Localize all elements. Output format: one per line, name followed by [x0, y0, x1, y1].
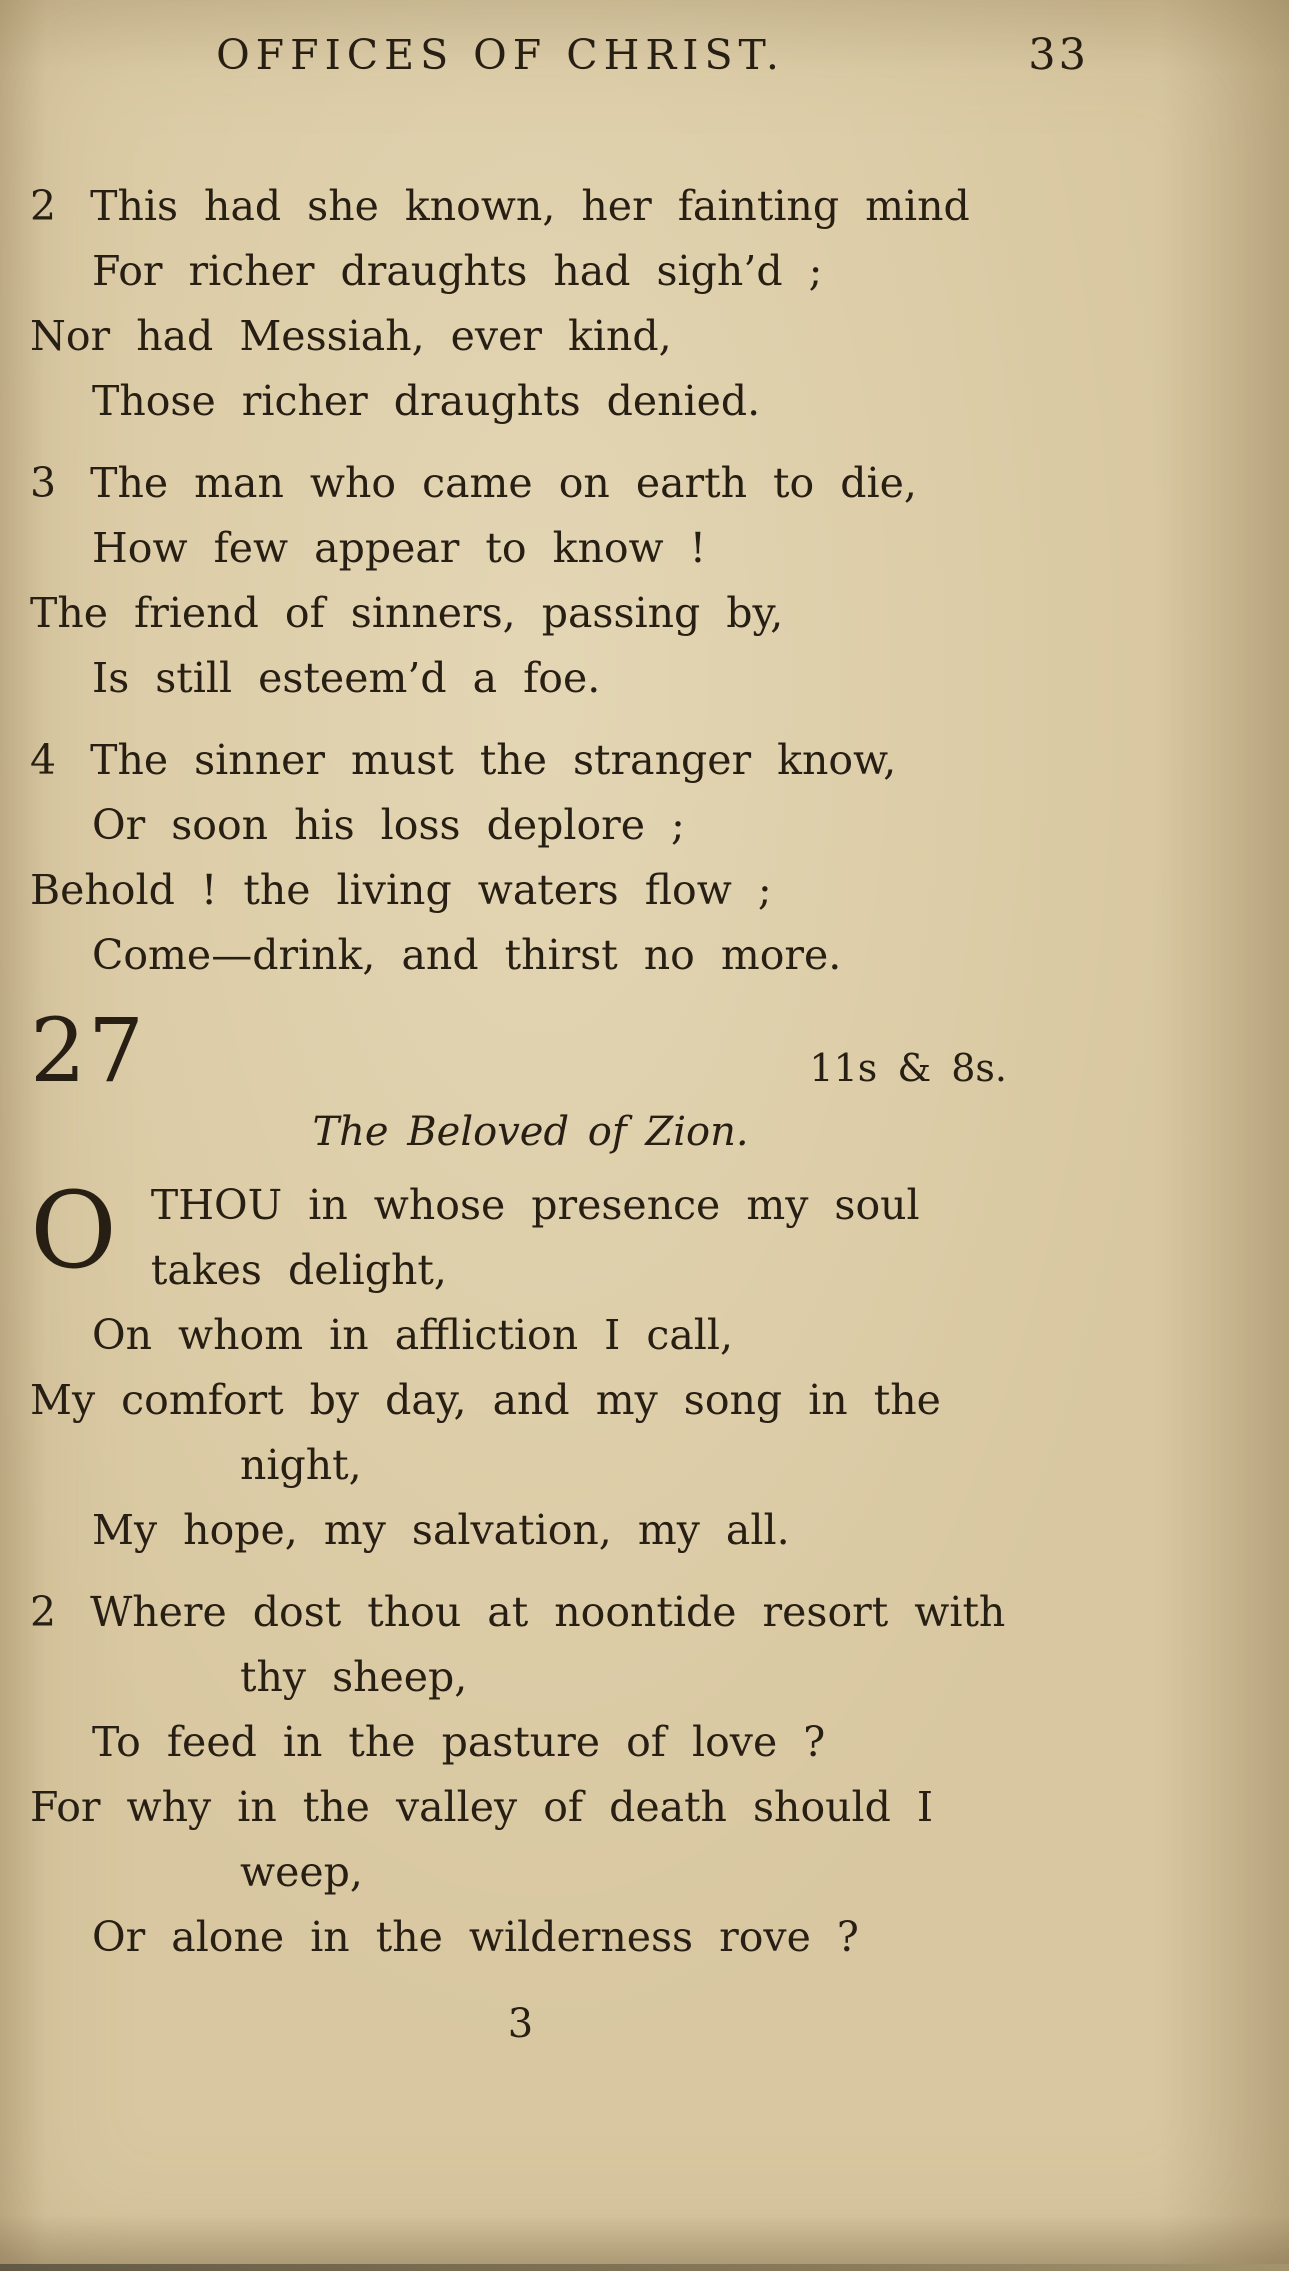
page-header — [30, 30, 1091, 80]
signature-mark: 3 — [507, 2001, 534, 2047]
verse-line: To feed in the pasture of love ? — [92, 1718, 826, 1766]
verse-block — [30, 1580, 1091, 1970]
verse-line — [30, 174, 1091, 239]
verse-line: My hope, my salvation, my all. — [92, 1506, 790, 1554]
verse-line: On whom in affliction I call, — [92, 1311, 734, 1359]
verse-line — [30, 1580, 1091, 1645]
page-number: 33 — [1028, 30, 1089, 80]
verse-line — [30, 728, 1091, 793]
running-title: OFFICES OF CHRIST. — [216, 31, 785, 79]
drop-cap-letter: O — [30, 1173, 117, 1292]
verse-line-text: This had she known, her fainting mind — [90, 182, 970, 230]
verse-line: weep, — [240, 1848, 363, 1896]
verse-opening — [30, 1173, 1091, 1303]
verse-number: 2 — [30, 182, 57, 230]
hymn-number: 27 — [30, 999, 146, 1102]
verse-line: Is still esteem’d a foe. — [92, 654, 601, 702]
verse-line-text: The sinner must the stranger know, — [90, 736, 897, 784]
verse-block — [30, 174, 1091, 434]
verse-line: Those richer draughts denied. — [92, 377, 761, 425]
verse-line: For why in the valley of death should I — [30, 1783, 934, 1831]
verse-line: My comfort by day, and my song in the — [30, 1376, 941, 1424]
verse-line: The friend of sinners, passing by, — [30, 589, 784, 637]
verse-line: Behold ! the living waters flow ; — [30, 866, 772, 914]
verse-line: Or alone in the wilderness rove ? — [92, 1913, 859, 1961]
verse-block — [30, 1173, 1091, 1563]
hymn-header — [30, 999, 1091, 1102]
verse-line: Nor had Messiah, ever kind, — [30, 312, 672, 360]
verse-block — [30, 728, 1091, 988]
verse-line: How few appear to know ! — [92, 524, 707, 572]
verse-line: night, — [240, 1441, 362, 1489]
verse-number: 3 — [30, 459, 57, 507]
verse-line — [30, 451, 1091, 516]
verse-line: THOU in whose presence my soul — [150, 1181, 920, 1229]
verse-number: 2 — [30, 1588, 57, 1636]
verse-line: takes delight, — [150, 1246, 447, 1294]
verse-block — [30, 451, 1091, 711]
verse-line-text: Where dost thou at noontide resort with — [90, 1588, 1006, 1636]
verse-line: Or soon his loss deplore ; — [92, 801, 685, 849]
verse-line: thy sheep, — [240, 1653, 468, 1701]
verse-line: Come—drink, and thirst no more. — [92, 931, 842, 979]
verse-line-text: The man who came on earth to die, — [90, 459, 917, 507]
verse-number: 4 — [30, 736, 57, 784]
hymn-title: The Beloved of Zion. — [312, 1109, 749, 1155]
hymn-meter: 11s & 8s. — [809, 1046, 1007, 1090]
verse-line: For richer draughts had sigh’d ; — [92, 247, 823, 295]
